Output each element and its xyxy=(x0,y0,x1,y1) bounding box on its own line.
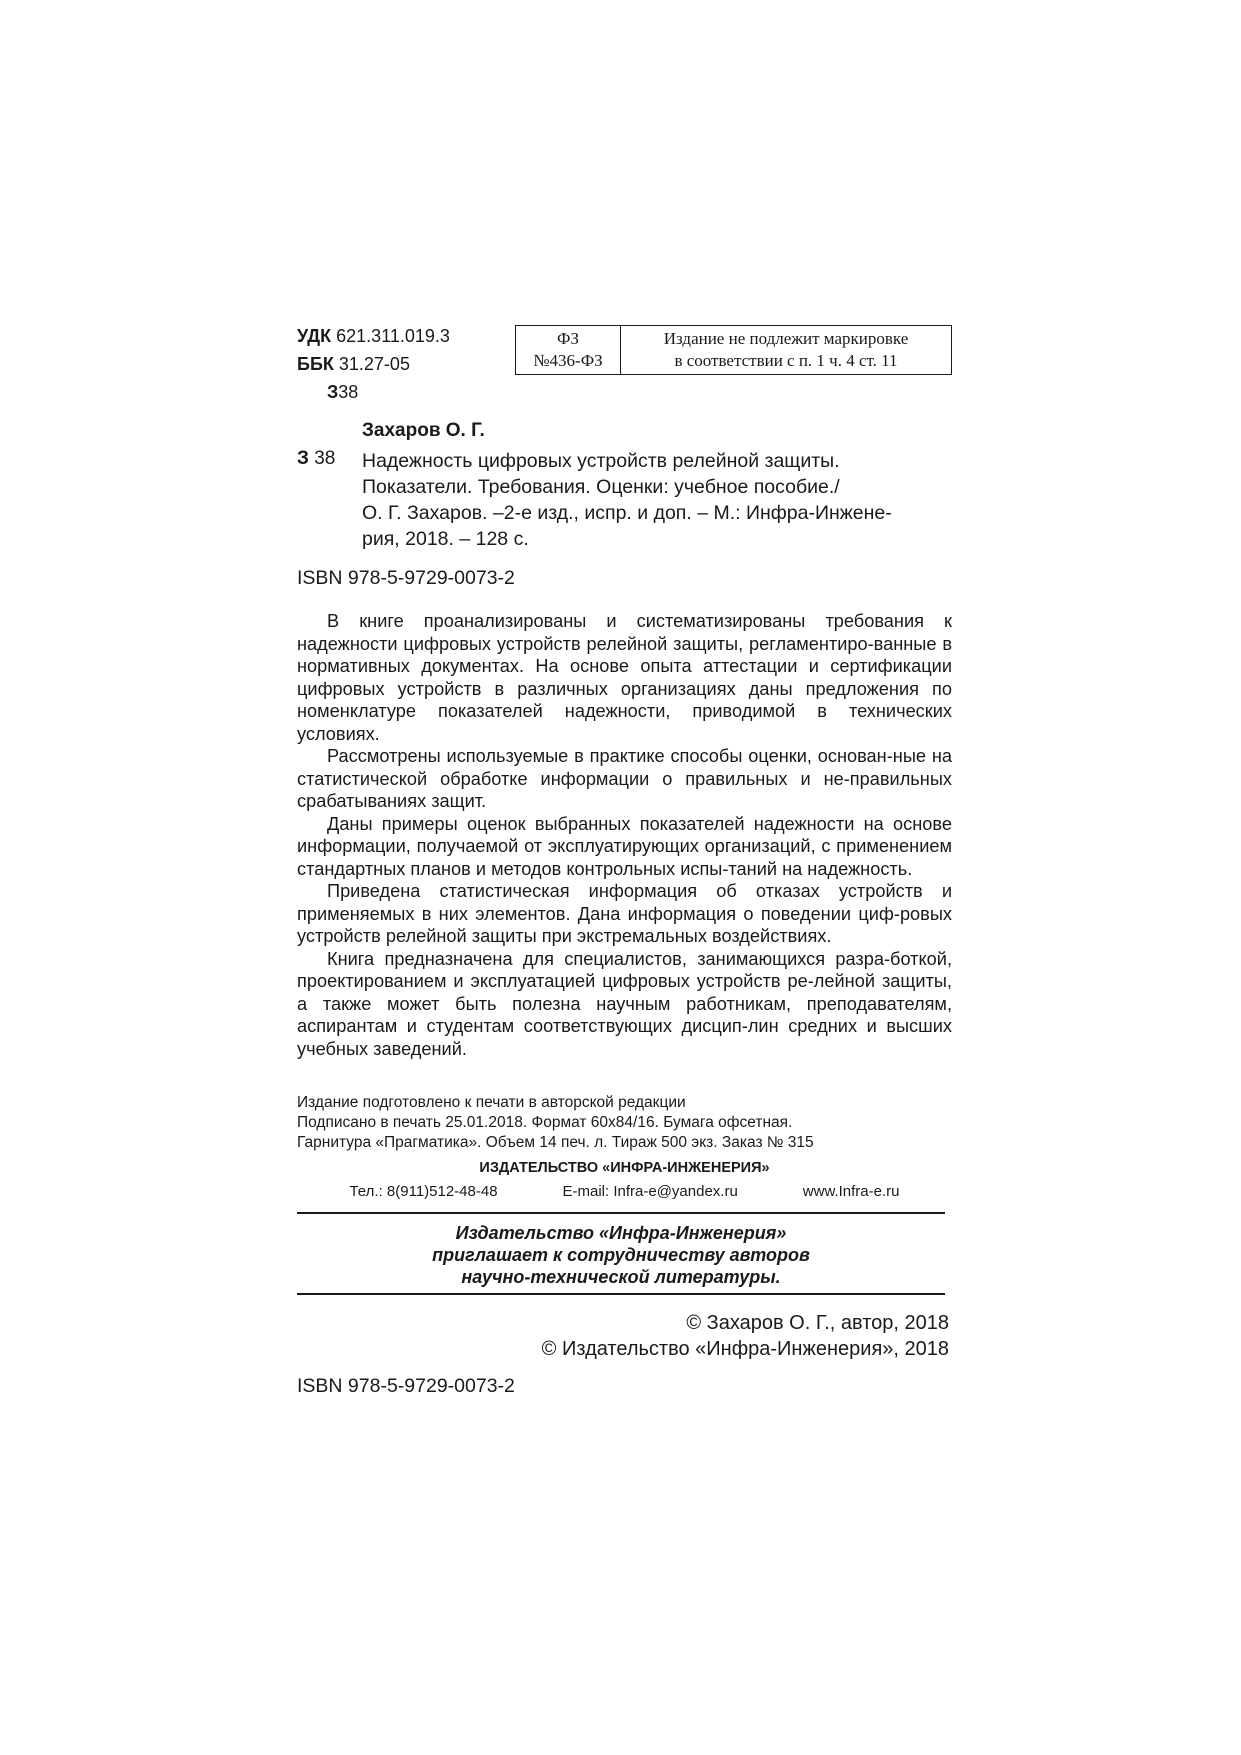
copyright-publisher: © Издательство «Инфра-Инженерия», 2018 xyxy=(541,1338,949,1360)
publisher-phone: Тел.: 8(911)512-48-48 xyxy=(349,1183,498,1200)
abstract-paragraph: Книга предназначена для специалистов, занимающихся разра-боткой, проектированием и эксплуатацией цифровых устройств ре-лейной защиты, а также может быть полезна научным работникам, преподавателям, аспирантам и студентам соответствующих дисцип-лин средних и высших учебных заведений. xyxy=(297,948,952,1059)
isbn-top: ISBN 978-5-9729-0073-2 xyxy=(297,567,515,589)
fz-text-line1: Издание не подлежит маркировке xyxy=(663,329,909,348)
author-name: Захаров О. Г. xyxy=(362,420,485,441)
fz-text-line2: в соответствии с п. 1 ч. 4 ст. 11 xyxy=(674,351,898,370)
isbn-bottom: ISBN 978-5-9729-0073-2 xyxy=(297,1375,515,1397)
bibliographic-description xyxy=(362,448,952,552)
abstract xyxy=(297,610,952,1060)
fz-law-line2: №436-ФЗ xyxy=(533,351,603,370)
publisher-web: www.Infra-e.ru xyxy=(802,1183,900,1200)
udk-line xyxy=(297,322,450,350)
copyright xyxy=(542,1310,949,1362)
imprint-line: Подписано в печать 25.01.2018. Формат 60х84/16. Бумага офсетная. xyxy=(297,1114,793,1131)
bibliographic-code-letter: З xyxy=(297,448,309,469)
fz-law-line1: ФЗ xyxy=(557,329,579,348)
invitation-line: научно-технической литературы. xyxy=(461,1267,781,1287)
author-code-letter: З xyxy=(327,382,339,402)
imprint-line: Гарнитура «Прагматика». Объем 14 печ. л. Тираж 500 экз. Заказ № 315 xyxy=(297,1134,814,1151)
bibliographic-code-number: 38 xyxy=(314,448,336,469)
author-code-number: 38 xyxy=(338,382,359,402)
udk-label: УДК xyxy=(297,326,332,346)
imprint-line: Издание подготовлено к печати в авторской редакции xyxy=(297,1094,686,1111)
fz-notice-table xyxy=(515,325,952,375)
invitation-line: приглашает к сотрудничеству авторов xyxy=(432,1245,810,1265)
bibliographic-code xyxy=(297,448,335,470)
abstract-paragraph: Рассмотрены используемые в практике способы оценки, основан-ные на статистической обработке информации о правильных и не-правильных срабатываниях защит. xyxy=(297,746,952,811)
invitation-line: Издательство «Инфра-Инженерия» xyxy=(455,1223,787,1243)
author-code-line xyxy=(297,378,450,406)
fz-text-cell xyxy=(621,326,951,374)
bbk-line xyxy=(297,350,450,378)
desc-line: рия, 2018. – 128 с. xyxy=(362,528,529,550)
abstract-paragraph: Приведена статистическая информация об отказах устройств и применяемых в них элементов. Дана информация о поведении циф-ровых устройств релейной защиты при экстремальных воздействиях. xyxy=(297,881,952,946)
bbk-value: 31.27-05 xyxy=(338,354,410,374)
divider-top xyxy=(297,1212,945,1214)
desc-line: Надежность цифровых устройств релейной защиты. xyxy=(362,450,840,472)
copyright-author: © Захаров О. Г., автор, 2018 xyxy=(686,1312,949,1334)
classification-block xyxy=(297,322,450,406)
publisher-contacts xyxy=(297,1183,952,1200)
publisher-email: E-mail: Infra-e@yandex.ru xyxy=(562,1183,738,1200)
fz-law-cell xyxy=(516,326,621,374)
publisher-name: ИЗДАТЕЛЬСТВО «ИНФРА-ИНЖЕНЕРИЯ» xyxy=(479,1160,770,1176)
desc-line: Показатели. Требования. Оценки: учебное пособие./ xyxy=(362,476,840,498)
invitation xyxy=(297,1222,945,1288)
bbk-label: ББК xyxy=(297,354,334,374)
abstract-paragraph: Даны примеры оценок выбранных показателей надежности на основе информации, получаемой от эксплуатирующих организаций, с применением стандартных планов и методов контрольных испы-таний на надежность. xyxy=(297,813,952,879)
udk-value: 621.311.019.3 xyxy=(336,326,450,346)
imprint xyxy=(297,1093,814,1153)
desc-line: О. Г. Захаров. –2-е изд., испр. и доп. – М.: Инфра-Инжене- xyxy=(362,502,892,524)
divider-bottom xyxy=(297,1293,945,1295)
abstract-paragraph: В книге проанализированы и систематизированы требования к надежности цифровых устройств релейной защиты, регламентиро-ванные в нормативных документах. На основе опыта аттестации и сертификации цифровых устройств в различных организациях даны предложения по номенклатуре показателей надежности, приводимой в технических условиях. xyxy=(297,611,952,744)
